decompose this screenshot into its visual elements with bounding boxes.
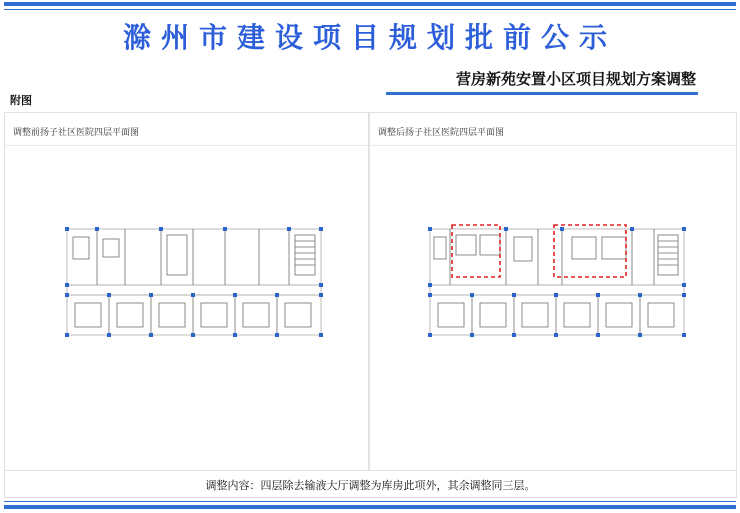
project-subtitle: 营房新苑安置小区项目规划方案调整 (455, 70, 696, 88)
caption-divider (370, 145, 736, 146)
bottom-bar-thin (4, 501, 736, 502)
before-floor-plan (63, 223, 325, 341)
page-title: 滁州市建设项目规划批前公示 (122, 21, 617, 54)
after-plan-caption: 调整后扬子社区医院四层平面图 (378, 128, 505, 138)
footer-box (4, 470, 737, 498)
after-plan-panel (369, 112, 737, 472)
adjustment-description: 调整内容：四层除去输液大厅调整为库房此项外，其余调整同三层。 (205, 479, 536, 492)
after-floor-plan (426, 223, 688, 341)
caption-divider (5, 145, 368, 146)
before-plan-panel (4, 112, 369, 472)
bottom-bar (4, 505, 736, 509)
before-plan-caption: 调整前扬子社区医院四层平面图 (13, 128, 140, 138)
attachment-label: 附图 (10, 94, 32, 107)
top-bar (4, 2, 736, 6)
change-highlight-box (554, 225, 626, 277)
top-bar-thin (4, 9, 736, 10)
subtitle-underline (386, 92, 698, 95)
